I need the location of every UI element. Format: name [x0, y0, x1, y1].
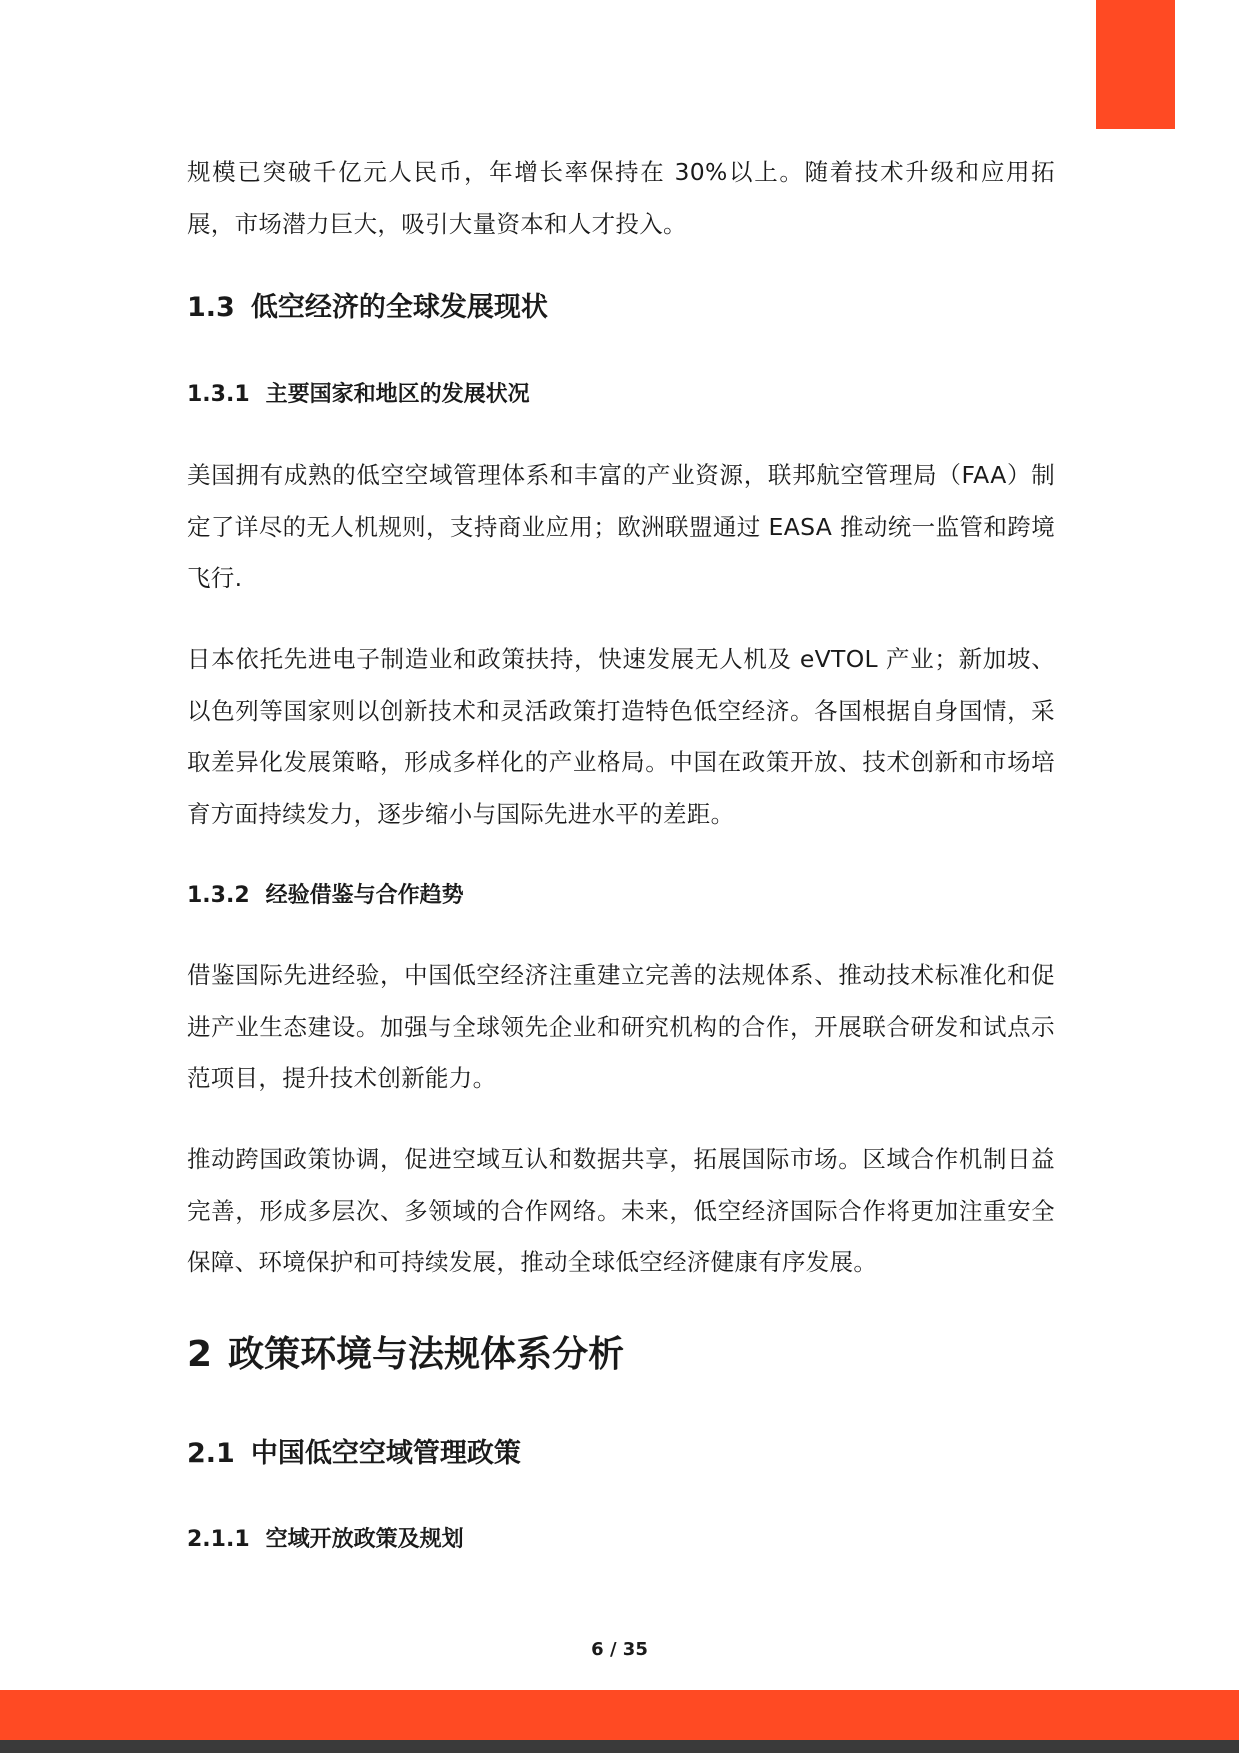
heading-number: 2	[187, 1334, 213, 1375]
heading-number: 1.3.2	[187, 883, 250, 908]
paragraph: 日本依托先进电子制造业和政策扶持，快速发展无人机及 eVTOL 产业；新加坡、以色列等国家则以创新技术和灵活政策打造特色低空经济。各国根据自身国情，采取差异化发展策略，形成多样化的产业格局。中国在政策开放、技术创新和市场培育方面持续发力，逐步缩小与国际先进水平的差距。	[187, 645, 1055, 828]
page-number: 6 / 35	[591, 1639, 648, 1660]
heading-number: 2.1	[187, 1438, 235, 1469]
heading-2-1	[187, 1436, 521, 1472]
heading-text: 空域开放政策及规划	[265, 1527, 464, 1552]
heading-1-3	[187, 290, 548, 326]
heading-text: 经验借鉴与合作趋势	[265, 883, 464, 908]
heading-text: 政策环境与法规体系分析	[228, 1334, 625, 1375]
heading-text: 主要国家和地区的发展状况	[265, 382, 530, 407]
paragraph: 美国拥有成熟的低空空域管理体系和丰富的产业资源，联邦航空管理局（FAA）制定了详尽的无人机规则，支持商业应用；欧洲联盟通过 EASA 推动统一监管和跨境飞行.	[187, 461, 1055, 592]
heading-number: 2.1.1	[187, 1527, 250, 1552]
heading-2	[187, 1332, 624, 1378]
footer-accent-band	[0, 1690, 1239, 1740]
heading-2-1-1	[187, 1525, 464, 1555]
heading-text: 低空经济的全球发展现状	[250, 292, 548, 323]
heading-number: 1.3.1	[187, 382, 250, 407]
footer-dark-band	[0, 1740, 1239, 1753]
corner-accent-tab	[1096, 0, 1175, 129]
paragraph: 借鉴国际先进经验，中国低空经济注重建立完善的法规体系、推动技术标准化和促进产业生态建设。加强与全球领先企业和研究机构的合作，开展联合研发和试点示范项目，提升技术创新能力。	[187, 961, 1055, 1092]
paragraph: 推动跨国政策协调，促进空域互认和数据共享，拓展国际市场。区域合作机制日益完善，形成多层次、多领域的合作网络。未来，低空经济国际合作将更加注重安全保障、环境保护和可持续发展，推动全球低空经济健康有序发展。	[187, 1145, 1055, 1276]
heading-text: 中国低空空域管理政策	[250, 1438, 521, 1469]
heading-1-3-2	[187, 881, 464, 911]
paragraph: 规模已突破千亿元人民币，年增长率保持在 30%以上。随着技术升级和应用拓展，市场潜力巨大，吸引大量资本和人才投入。	[187, 158, 1055, 238]
heading-1-3-1	[187, 380, 530, 410]
heading-number: 1.3	[187, 292, 235, 323]
